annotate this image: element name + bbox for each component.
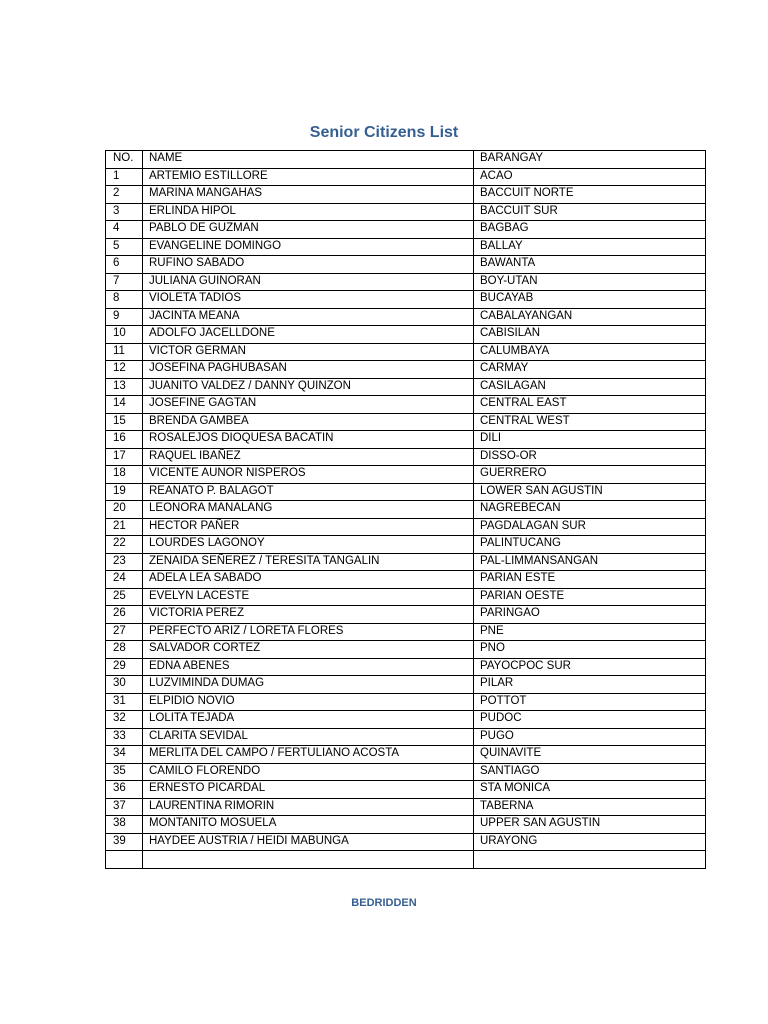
barangay-cell: URAYONG (474, 833, 706, 851)
name-cell: CAMILO FLORENDO (143, 763, 474, 781)
table-row (106, 833, 706, 851)
name-cell: MERLITA DEL CAMPO / FERTULIANO ACOSTA (143, 746, 474, 764)
name-cell: LOLITA TEJADA (143, 711, 474, 729)
row-number-cell: 26 (106, 606, 143, 624)
barangay-cell: CALUMBAYA (474, 343, 706, 361)
row-number-cell: 23 (106, 553, 143, 571)
barangay-cell: CABALAYANGAN (474, 308, 706, 326)
table-row (106, 256, 706, 274)
row-number-cell: 2 (106, 186, 143, 204)
name-cell: ROSALEJOS DIOQUESA BACATIN (143, 431, 474, 449)
barangay-cell: BALLAY (474, 238, 706, 256)
row-number-cell: 15 (106, 413, 143, 431)
barangay-cell: TABERNA (474, 798, 706, 816)
table-row (106, 221, 706, 239)
name-cell (143, 851, 474, 869)
barangay-cell: PUDOC (474, 711, 706, 729)
table-row (106, 431, 706, 449)
table-row (106, 536, 706, 554)
barangay-cell: ACAO (474, 168, 706, 186)
table-row (106, 466, 706, 484)
row-number-cell: 28 (106, 641, 143, 659)
name-cell: ELPIDIO NOVIO (143, 693, 474, 711)
name-cell: RAQUEL IBAÑEZ (143, 448, 474, 466)
name-cell: JOSEFINE GAGTAN (143, 396, 474, 414)
row-number-cell (106, 851, 143, 869)
table-row (106, 361, 706, 379)
row-number-cell: 9 (106, 308, 143, 326)
table-row (106, 203, 706, 221)
name-cell: RUFINO SABADO (143, 256, 474, 274)
barangay-cell: CENTRAL WEST (474, 413, 706, 431)
row-number-cell: 38 (106, 816, 143, 834)
row-number-cell: 34 (106, 746, 143, 764)
barangay-cell: BACCUIT NORTE (474, 186, 706, 204)
barangay-cell: PAYOCPOC SUR (474, 658, 706, 676)
name-cell: LOURDES LAGONOY (143, 536, 474, 554)
row-number-cell: 32 (106, 711, 143, 729)
table-row (106, 413, 706, 431)
table-row (106, 308, 706, 326)
table-row (106, 501, 706, 519)
row-number-cell: 25 (106, 588, 143, 606)
table-row (106, 448, 706, 466)
table-row (106, 641, 706, 659)
barangay-cell: BAGBAG (474, 221, 706, 239)
table-row (106, 571, 706, 589)
name-cell: HECTOR PAÑER (143, 518, 474, 536)
barangay-cell: CARMAY (474, 361, 706, 379)
row-number-cell: 33 (106, 728, 143, 746)
row-number-cell: 3 (106, 203, 143, 221)
name-cell: JUANITO VALDEZ / DANNY QUINZON (143, 378, 474, 396)
name-cell: ERNESTO PICARDAL (143, 781, 474, 799)
table-row (106, 781, 706, 799)
name-cell: ADELA LEA SABADO (143, 571, 474, 589)
row-number-cell: 16 (106, 431, 143, 449)
barangay-cell: CASILAGAN (474, 378, 706, 396)
column-header-no: NO. (106, 151, 143, 169)
name-cell: HAYDEE AUSTRIA / HEIDI MABUNGA (143, 833, 474, 851)
row-number-cell: 30 (106, 676, 143, 694)
table-row (106, 746, 706, 764)
row-number-cell: 18 (106, 466, 143, 484)
name-cell: EDNA ABENES (143, 658, 474, 676)
barangay-cell: PILAR (474, 676, 706, 694)
barangay-cell: PAL-LIMMANSANGAN (474, 553, 706, 571)
row-number-cell: 29 (106, 658, 143, 676)
row-number-cell: 13 (106, 378, 143, 396)
table-header-row (106, 151, 706, 169)
row-number-cell: 36 (106, 781, 143, 799)
barangay-cell: LOWER SAN AGUSTIN (474, 483, 706, 501)
name-cell: REANATO P. BALAGOT (143, 483, 474, 501)
table-row (106, 728, 706, 746)
name-cell: EVELYN LACESTE (143, 588, 474, 606)
table-row (106, 168, 706, 186)
name-cell: LEONORA MANALANG (143, 501, 474, 519)
table-row (106, 273, 706, 291)
name-cell: JOSEFINA PAGHUBASAN (143, 361, 474, 379)
name-cell: EVANGELINE DOMINGO (143, 238, 474, 256)
table-row (106, 851, 706, 869)
row-number-cell: 14 (106, 396, 143, 414)
row-number-cell: 27 (106, 623, 143, 641)
name-cell: PERFECTO ARIZ / LORETA FLORES (143, 623, 474, 641)
name-cell: MONTANITO MOSUELA (143, 816, 474, 834)
barangay-cell: DISSO-OR (474, 448, 706, 466)
barangay-cell: PARINGAO (474, 606, 706, 624)
name-cell: JACINTA MEANA (143, 308, 474, 326)
table-row (106, 798, 706, 816)
table-row (106, 658, 706, 676)
row-number-cell: 5 (106, 238, 143, 256)
table-body (106, 168, 706, 868)
table-row (106, 326, 706, 344)
barangay-cell: GUERRERO (474, 466, 706, 484)
table-row (106, 676, 706, 694)
table-row (106, 693, 706, 711)
row-number-cell: 1 (106, 168, 143, 186)
row-number-cell: 8 (106, 291, 143, 309)
barangay-cell: BOY-UTAN (474, 273, 706, 291)
name-cell: CLARITA SEVIDAL (143, 728, 474, 746)
row-number-cell: 12 (106, 361, 143, 379)
barangay-cell: CABISILAN (474, 326, 706, 344)
barangay-cell: PNE (474, 623, 706, 641)
barangay-cell: PAGDALAGAN SUR (474, 518, 706, 536)
name-cell: ZENAIDA SEÑEREZ / TERESITA TANGALIN (143, 553, 474, 571)
table-row (106, 378, 706, 396)
table-row (106, 816, 706, 834)
column-header-barangay: BARANGAY (474, 151, 706, 169)
section-heading-bedridden: BEDRIDDEN (351, 897, 417, 909)
senior-citizens-table (105, 150, 706, 869)
row-number-cell: 21 (106, 518, 143, 536)
row-number-cell: 31 (106, 693, 143, 711)
row-number-cell: 17 (106, 448, 143, 466)
row-number-cell: 11 (106, 343, 143, 361)
barangay-cell: DILI (474, 431, 706, 449)
row-number-cell: 35 (106, 763, 143, 781)
row-number-cell: 22 (106, 536, 143, 554)
row-number-cell: 24 (106, 571, 143, 589)
table-row (106, 588, 706, 606)
table-row (106, 763, 706, 781)
name-cell: VICTORIA PEREZ (143, 606, 474, 624)
table-row (106, 186, 706, 204)
name-cell: VIOLETA TADIOS (143, 291, 474, 309)
barangay-cell: PARIAN ESTE (474, 571, 706, 589)
table-row (106, 396, 706, 414)
name-cell: ERLINDA HIPOL (143, 203, 474, 221)
table-row (106, 483, 706, 501)
barangay-cell: SANTIAGO (474, 763, 706, 781)
table-row (106, 343, 706, 361)
row-number-cell: 20 (106, 501, 143, 519)
barangay-cell: PNO (474, 641, 706, 659)
barangay-cell: PUGO (474, 728, 706, 746)
table-row (106, 518, 706, 536)
name-cell: VICENTE AUNOR NISPEROS (143, 466, 474, 484)
barangay-cell (474, 851, 706, 869)
name-cell: PABLO DE GUZMAN (143, 221, 474, 239)
name-cell: MARINA MANGAHAS (143, 186, 474, 204)
table-row (106, 606, 706, 624)
barangay-cell: STA MONICA (474, 781, 706, 799)
barangay-cell: NAGREBECAN (474, 501, 706, 519)
table-row (106, 238, 706, 256)
row-number-cell: 39 (106, 833, 143, 851)
row-number-cell: 19 (106, 483, 143, 501)
barangay-cell: QUINAVITE (474, 746, 706, 764)
barangay-cell: BUCAYAB (474, 291, 706, 309)
row-number-cell: 10 (106, 326, 143, 344)
column-header-name: NAME (143, 151, 474, 169)
name-cell: LUZVIMINDA DUMAG (143, 676, 474, 694)
table-row (106, 623, 706, 641)
table-row (106, 291, 706, 309)
barangay-cell: POTTOT (474, 693, 706, 711)
row-number-cell: 7 (106, 273, 143, 291)
table-row (106, 553, 706, 571)
table-row (106, 711, 706, 729)
name-cell: VICTOR GERMAN (143, 343, 474, 361)
barangay-cell: BAWANTA (474, 256, 706, 274)
barangay-cell: PALINTUCANG (474, 536, 706, 554)
name-cell: LAURENTINA RIMORIN (143, 798, 474, 816)
row-number-cell: 37 (106, 798, 143, 816)
page-title: Senior Citizens List (309, 124, 459, 141)
name-cell: ADOLFO JACELLDONE (143, 326, 474, 344)
barangay-cell: CENTRAL EAST (474, 396, 706, 414)
name-cell: BRENDA GAMBEA (143, 413, 474, 431)
barangay-cell: UPPER SAN AGUSTIN (474, 816, 706, 834)
barangay-cell: BACCUIT SUR (474, 203, 706, 221)
name-cell: ARTEMIO ESTILLORE (143, 168, 474, 186)
name-cell: SALVADOR CORTEZ (143, 641, 474, 659)
barangay-cell: PARIAN OESTE (474, 588, 706, 606)
row-number-cell: 6 (106, 256, 143, 274)
row-number-cell: 4 (106, 221, 143, 239)
name-cell: JULIANA GUINORAN (143, 273, 474, 291)
